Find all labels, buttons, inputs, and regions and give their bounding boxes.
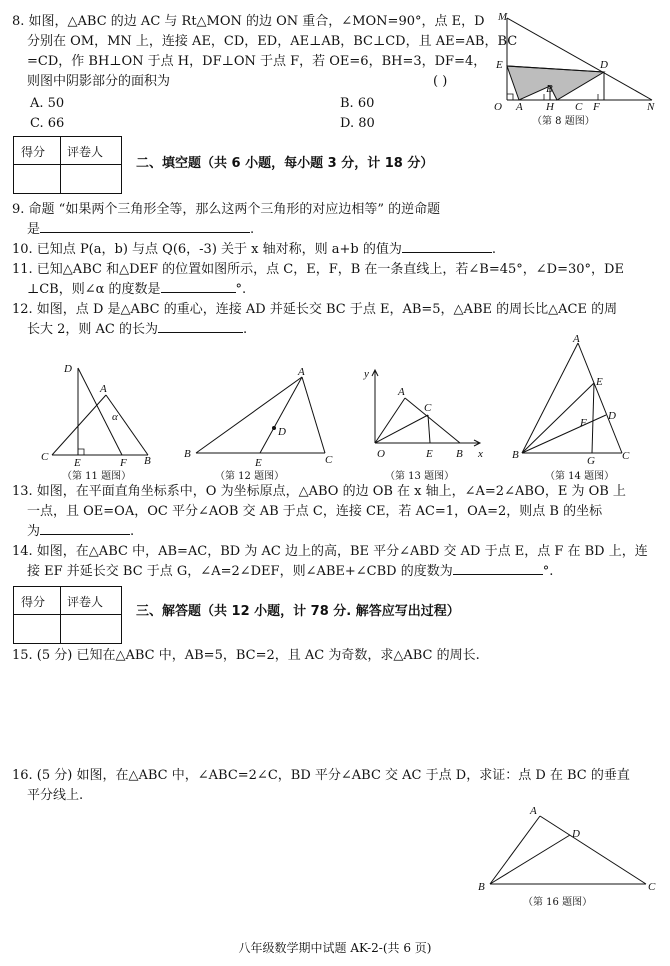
fig8-label-n: N: [647, 101, 655, 113]
figure-8: [482, 10, 662, 120]
q16-line1: 16. (5 分) 如图，在△ABC 中，∠ABC=2∠C，BD 平分∠ABC 交 AC 于点 D，求证：点 D 在 BC 的垂直: [12, 768, 630, 783]
score-label: 得分: [21, 595, 46, 609]
fig8-label-o: O: [494, 101, 502, 113]
q9-line2: 是 .: [27, 222, 255, 237]
fig14-caption: （第 14 题图）: [545, 471, 615, 482]
page-footer: 八年级数学期中试题 AK-2-(共 6 页): [238, 941, 432, 955]
q12-line2: 长大 2，则 AC 的长为 .: [27, 322, 248, 337]
fig14-label-d: D: [608, 410, 616, 422]
fig16-label-d: D: [572, 828, 580, 840]
q8-line3: =CD，作 BH⊥ON 于点 H，DF⊥ON 于点 F，若 OE=6，BH=3，DF=4，: [27, 54, 487, 69]
fig14-label-c: C: [622, 450, 630, 462]
fig8-label-f: F: [593, 101, 600, 113]
grader-label: 评卷人: [67, 145, 104, 159]
fig12-label-a: A: [298, 366, 305, 378]
q8-option-d: D. 80: [340, 116, 375, 131]
fig11-label-a: A: [100, 383, 107, 395]
q9-line1: 9. 命题 “如果两个三角形全等，那么这两个三角形的对应边相等” 的逆命题: [12, 202, 441, 217]
q8-line4: 则图中阴影部分的面积为: [27, 74, 171, 89]
fig13-label-y: y: [364, 368, 369, 380]
fig13-label-o: O: [377, 448, 385, 460]
q8-line1: 8. 如图，△ABC 的边 AC 与 Rt△MON 的边 ON 重合，∠MON=90°，点 E，D: [12, 14, 485, 29]
fig11-label-e: E: [74, 457, 81, 469]
fig8-label-e: E: [496, 59, 503, 71]
q11-line2: ⊥CB，则∠α 的度数是 °.: [27, 282, 247, 297]
fig11-label-f: F: [120, 457, 127, 469]
section2-title: 二、填空题（共 6 小题，每小题 3 分，计 18 分）: [136, 156, 434, 171]
fig8-label-b: B: [546, 83, 553, 95]
score-box-1: [13, 136, 122, 194]
fig14-label-b: B: [512, 449, 519, 461]
figure-12: [180, 365, 340, 470]
q15: 15. (5 分) 已知在△ABC 中，AB=5，BC=2，且 AC 为奇数，求△ABC 的周长.: [12, 648, 480, 663]
fig8-label-a: A: [516, 101, 523, 113]
fig12-label-b: B: [184, 448, 191, 460]
fig14-label-a: A: [573, 333, 580, 345]
q13-line1: 13. 如图，在平面直角坐标系中，O 为坐标原点，△ABO 的边 OB 在 x 轴上，∠A=2∠ABO，E 为 OB 上: [12, 484, 626, 499]
fig16-caption: （第 16 题图）: [523, 897, 593, 908]
fig8-label-d: D: [600, 59, 608, 71]
fig13-label-e: E: [426, 448, 433, 460]
q13-line3: 为 .: [27, 524, 135, 539]
fig8-caption: （第 8 题图）: [532, 116, 595, 127]
fig8-label-h: H: [546, 101, 554, 113]
score-box-2: [13, 586, 122, 644]
fig13-label-c: C: [424, 402, 432, 414]
figure-11: [40, 360, 160, 470]
q16-line2: 平分线上.: [27, 788, 84, 803]
fig14-label-g: G: [587, 455, 595, 467]
fig11-label-b: B: [144, 455, 151, 467]
q11-line1: 11. 已知△ABC 和△DEF 的位置如图所示，点 C，E，F，B 在一条直线上，若∠B=45°，∠D=30°，DE: [12, 262, 624, 277]
q8-option-a: A. 50: [30, 96, 65, 111]
figure-13: [360, 365, 490, 465]
fig12-label-e: E: [255, 457, 262, 469]
grader-label: 评卷人: [67, 595, 104, 609]
score-label: 得分: [21, 145, 46, 159]
fig11-label-c: C: [41, 451, 49, 463]
fig14-label-e: E: [596, 376, 603, 388]
fig13-label-a: A: [398, 386, 405, 398]
fig8-label-c: C: [575, 101, 583, 113]
fig16-label-b: B: [478, 881, 485, 893]
q10: 10. 已知点 P(a，b) 与点 Q(6，-3) 关于 x 轴对称，则 a+b 的值为 .: [12, 242, 497, 257]
figure-16: [476, 800, 666, 900]
q8-line2: 分别在 OM，MN 上，连接 AE，CD，ED，AE⊥AB，BC⊥CD，且 AE=AB，BC: [27, 34, 518, 49]
fig13-label-b: B: [456, 448, 463, 460]
q14-line2: 接 EF 并延长交 BC 于点 G，∠A=2∠DEF，则∠ABE+∠CBD 的度数为 °.: [27, 564, 554, 579]
fig11-label-alpha: α: [112, 411, 118, 423]
fig12-caption: （第 12 题图）: [215, 471, 285, 482]
q8-answer-paren: ( ): [433, 74, 448, 89]
q14-line1: 14. 如图，在△ABC 中，AB=AC，BD 为 AC 边上的高，BE 平分∠ABD 交 AD 于点 E，点 F 在 BD 上，连: [12, 544, 648, 559]
fig12-label-d: D: [278, 426, 286, 438]
fig14-label-f: F: [580, 417, 587, 429]
q8-option-b: B. 60: [340, 96, 375, 111]
fig11-caption: （第 11 题图）: [62, 471, 132, 482]
q13-line2: 一点，且 OE=OA，OC 平分∠AOB 交 AB 于点 C，连接 CE，若 AC=1，OA=2，则点 B 的坐标: [27, 504, 603, 519]
fig13-label-x: x: [478, 448, 483, 460]
fig11-label-d: D: [64, 363, 72, 375]
figure-14: [510, 335, 640, 465]
fig16-label-c: C: [648, 881, 656, 893]
fig12-label-c: C: [325, 454, 333, 466]
fig8-label-m: M: [498, 11, 508, 23]
q8-option-c: C. 66: [30, 116, 65, 131]
fig13-caption: （第 13 题图）: [385, 471, 455, 482]
fig16-label-a: A: [530, 805, 537, 817]
section3-title: 三、解答题（共 12 小题，计 78 分. 解答应写出过程）: [136, 604, 460, 619]
q12-line1: 12. 如图，点 D 是△ABC 的重心，连接 AD 并延长交 BC 于点 E，AB=5，△ABE 的周长比△ACE 的周: [12, 302, 618, 317]
